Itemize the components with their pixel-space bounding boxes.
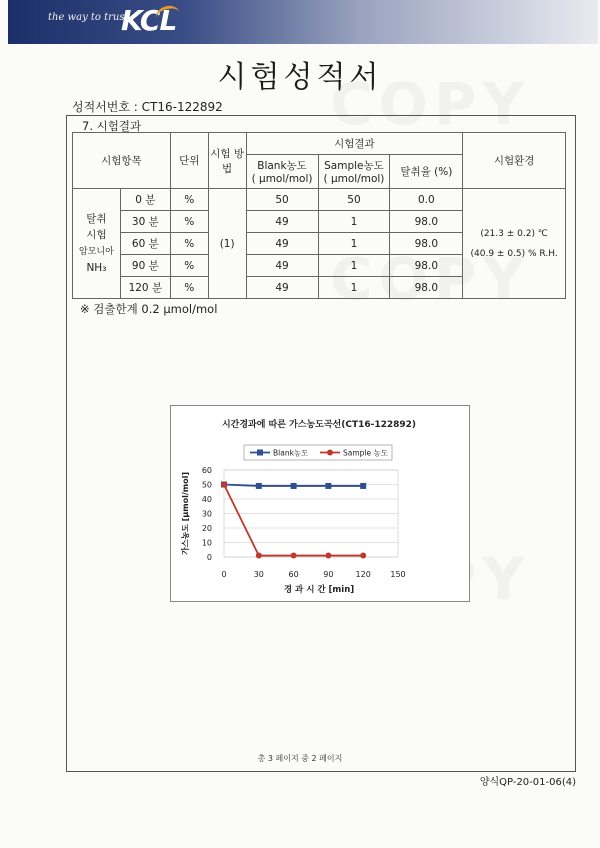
header-item: 시험항목	[73, 133, 171, 189]
y-tick-label: 30	[201, 509, 212, 519]
time-cell: 60 분	[120, 233, 170, 255]
sample-cell: 1	[318, 211, 390, 233]
document-title: 시험성적서	[217, 60, 383, 95]
blank-cell: 50	[246, 189, 318, 211]
header-environment: 시험환경	[463, 133, 566, 189]
sample-cell: 1	[318, 277, 390, 299]
header-method: 시험 방법	[208, 133, 246, 189]
header-band	[8, 0, 598, 44]
removal-cell: 98.0	[390, 233, 463, 255]
x-tick-label: 120	[355, 570, 371, 579]
y-tick-label: 50	[201, 480, 212, 490]
data-point	[325, 483, 331, 489]
y-tick-label: 40	[201, 495, 212, 504]
data-point	[291, 553, 297, 559]
removal-cell: 98.0	[390, 211, 463, 233]
unit-cell: %	[170, 255, 208, 277]
data-point	[291, 483, 297, 489]
blank-cell: 49	[246, 211, 318, 233]
legend-label: Blank농도	[273, 448, 309, 458]
x-tick-label: 0	[221, 570, 227, 579]
form-number: 양식QP-20-01-06(4)	[479, 777, 576, 788]
time-cell: 0 분	[120, 189, 170, 211]
method-cell: (1)	[208, 189, 246, 299]
unit-cell: %	[170, 277, 208, 299]
removal-cell: 98.0	[390, 277, 463, 299]
detection-limit-note: ※ 검출한계 0.2 μmol/mol	[80, 302, 218, 316]
legend-marker	[257, 450, 263, 456]
header-results: 시험결과	[246, 133, 463, 155]
y-tick-label: 20	[201, 524, 212, 533]
unit-cell: %	[170, 233, 208, 255]
x-tick-label: 30	[253, 570, 264, 579]
y-tick-label: 0	[206, 553, 212, 562]
time-cell: 120 분	[120, 277, 170, 299]
sample-cell: 50	[318, 189, 390, 211]
x-tick-label: 60	[288, 570, 299, 579]
x-tick-label: 90	[323, 570, 334, 579]
unit-cell: %	[170, 211, 208, 233]
legend-label: Sample 농도	[343, 448, 388, 458]
data-point	[325, 553, 331, 559]
sample-cell: 1	[318, 255, 390, 277]
concentration-chart	[170, 405, 468, 600]
removal-cell: 0.0	[390, 189, 463, 211]
header-removal: 탈취율 (%)	[390, 155, 463, 189]
blank-cell: 49	[246, 277, 318, 299]
environment-cell: (21.3 ± 0.2) ℃ (40.9 ± 0.5) % R.H.	[463, 189, 566, 299]
data-point	[221, 482, 227, 488]
y-tick-label: 60	[201, 466, 212, 475]
unit-cell: %	[170, 189, 208, 211]
time-cell: 90 분	[120, 255, 170, 277]
blank-cell: 49	[246, 255, 318, 277]
report-number: 성적서번호 : CT16-122892	[72, 100, 223, 114]
data-point	[360, 483, 366, 489]
time-cell: 30 분	[120, 211, 170, 233]
blank-cell: 49	[246, 233, 318, 255]
header-blank: Blank농도 ( μmol/mol)	[246, 155, 318, 189]
sample-cell: 1	[318, 233, 390, 255]
test-name: 탈취 시험 암모니아 NH₃	[73, 189, 121, 299]
header-unit: 단위	[170, 133, 208, 189]
x-axis-label: 경 과 시 간 [min]	[283, 585, 355, 595]
kcl-logo: KCL	[121, 4, 177, 37]
y-axis-label: 가스농도 [μmol/mol]	[181, 472, 190, 555]
y-tick-label: 10	[201, 538, 212, 548]
x-tick-label: 150	[390, 570, 406, 579]
slogan: the way to trust	[48, 12, 129, 23]
data-point	[256, 483, 262, 489]
table-row	[73, 189, 566, 211]
data-point	[360, 553, 366, 559]
data-point	[256, 553, 262, 559]
section-title: 7. 시험결과	[82, 119, 142, 133]
results-table	[72, 132, 566, 299]
legend-marker	[327, 450, 333, 456]
page-footer: 총 3 페이지 중 2 페이지	[257, 754, 343, 763]
header-sample: Sample농도 ( μmol/mol)	[318, 155, 390, 189]
removal-cell: 98.0	[390, 255, 463, 277]
chart-title: 시간경과에 따른 가스농도곡선(CT16-122892)	[221, 420, 417, 430]
